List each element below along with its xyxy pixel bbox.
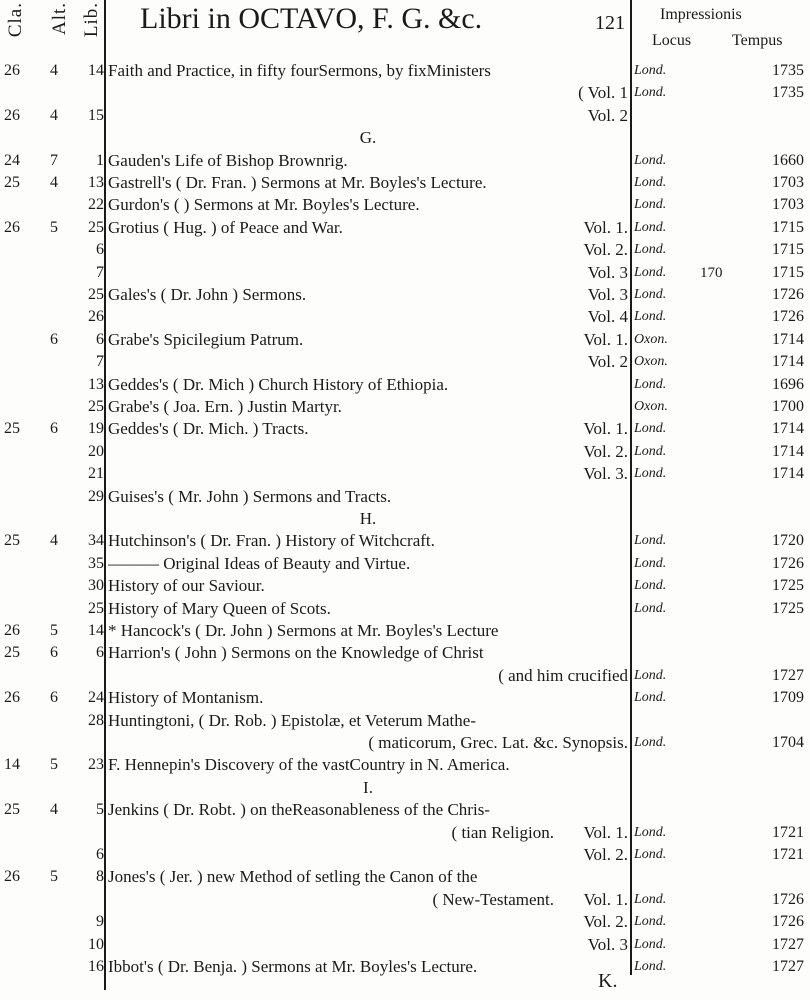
entry-book-number: 7 <box>96 353 104 371</box>
entry-class-number: 25 <box>4 644 20 662</box>
entry-book-number: 10 <box>88 935 104 953</box>
catalogue-entry-row <box>0 710 810 732</box>
catalogue-entry-row <box>0 934 810 956</box>
entry-year: 1660 <box>772 151 804 169</box>
catalogue-entry-row <box>0 172 810 194</box>
section-letter-row <box>0 777 810 799</box>
entry-title: Harrion's ( John ) Sermons on the Knowledge of Christ <box>108 643 484 663</box>
catalogue-entry-row <box>0 217 810 239</box>
catalogue-entry-row <box>0 530 810 552</box>
catalogue-entry-row <box>0 620 810 642</box>
section-letter: H. <box>359 509 377 528</box>
entry-shelf-number: 7 <box>50 151 58 169</box>
entry-place: Lond. <box>634 735 667 750</box>
section-letter: G. <box>359 128 377 148</box>
entry-place: Lond. <box>634 936 667 952</box>
entry-year: 1721 <box>772 846 804 863</box>
entry-year: 1726 <box>772 554 804 572</box>
entry-place: Lond. <box>634 85 667 101</box>
entry-volume: Vol. 3 <box>587 262 628 282</box>
entry-title: * Hancock's ( Dr. John ) Sermons at Mr. Boyles's Lecture <box>108 621 499 640</box>
entry-place: Lond. <box>634 309 667 325</box>
entry-volume: Vol. 2. <box>583 240 628 260</box>
entry-title: Gales's ( Dr. John ) Sermons. <box>108 285 307 304</box>
entry-shelf-number: 6 <box>50 420 58 438</box>
entry-place: Lond. <box>634 600 667 616</box>
entry-place: Lond. <box>634 690 667 706</box>
entry-class-number: 26 <box>4 106 20 124</box>
entry-shelf-number: 4 <box>50 801 58 819</box>
entry-title: History of our Saviour. <box>108 576 265 596</box>
entry-volume: Vol. 2. <box>583 441 628 461</box>
entry-book-number: 28 <box>88 711 104 729</box>
entry-shelf-number: 5 <box>50 868 58 886</box>
entry-year: 1700 <box>772 398 804 415</box>
entry-place: Oxon. <box>634 399 668 414</box>
entry-volume: Vol. 1. <box>583 419 628 439</box>
entry-title: ( maticorum, Grec. Lat. &c. Synopsis. <box>368 733 628 752</box>
entry-title: F. Hennepin's Discovery of the vastCountry in N. America. <box>108 755 510 775</box>
catalogue-entry-row <box>0 553 810 575</box>
catalogue-entry-row <box>0 754 810 776</box>
column-header-cla: Cla. <box>5 2 26 38</box>
entry-book-number: 6 <box>96 330 104 348</box>
entry-book-number: 22 <box>88 196 104 214</box>
section-letter-row <box>0 508 810 530</box>
entry-book-number: 21 <box>88 465 104 483</box>
catalogue-entry-row <box>0 866 810 888</box>
entry-book-number: 1 <box>96 151 104 169</box>
entry-year: 1735 <box>772 84 804 102</box>
entry-class-number: 25 <box>4 532 20 550</box>
catalogue-entry-row <box>0 665 810 687</box>
entry-volume: Vol. 2. <box>583 912 628 932</box>
entry-class-number: 26 <box>4 868 20 886</box>
entry-title: History of Mary Queen of Scots. <box>108 598 331 618</box>
entry-title: Ibbot's ( Dr. Benja. ) Sermons at Mr. Boyles's Lecture. <box>108 957 478 976</box>
entry-book-number: 7 <box>96 263 104 281</box>
catalogue-entry-row <box>0 822 810 844</box>
catalogue-entry-row <box>0 889 810 911</box>
entry-title: ( New-Testament. <box>432 889 554 909</box>
entry-place: Lond. <box>634 197 667 213</box>
catalogue-entry-row <box>0 418 810 440</box>
catalogue-entry-row <box>0 486 810 508</box>
entry-place: Lond. <box>634 242 667 258</box>
entry-place: Lond. <box>634 63 667 78</box>
entry-place: Lond. <box>634 376 667 392</box>
entry-title: ——— Original Ideas of Beauty and Virtue. <box>108 553 411 573</box>
entry-shelf-number: 4 <box>50 106 58 124</box>
entry-place: Lond. <box>634 219 667 235</box>
entry-year: 1727 <box>772 958 804 975</box>
entry-title: Gastrell's ( Dr. Fran. ) Sermons at Mr. Boyles's Lecture. <box>108 173 487 192</box>
catalogue-entry-row <box>0 396 810 418</box>
entry-book-number: 6 <box>96 644 104 662</box>
entry-shelf-number: 5 <box>50 218 58 236</box>
entry-class-number: 25 <box>4 420 20 438</box>
entry-book-number: 14 <box>88 622 104 639</box>
entry-year: 1715 <box>772 218 804 236</box>
entry-book-number: 29 <box>88 487 104 505</box>
entry-year: 1704 <box>772 734 804 751</box>
entry-volume: Vol. 1. <box>583 822 628 842</box>
tempus-header: Tempus <box>732 32 783 49</box>
entry-shelf-number: 5 <box>50 622 58 639</box>
catalogue-entry-row <box>0 194 810 216</box>
entry-book-number: 24 <box>88 689 104 707</box>
entry-title: Jones's ( Jer. ) new Method of setling the Canon of the <box>108 867 478 887</box>
entry-title: Guises's ( Mr. John ) Sermons and Tracts. <box>108 486 392 506</box>
entry-class-number: 26 <box>4 62 20 79</box>
entry-class-number: 26 <box>4 218 20 236</box>
entry-place: Lond. <box>634 443 667 459</box>
catalogue-entry-row <box>0 911 810 933</box>
entry-shelf-number: 4 <box>50 532 58 550</box>
entry-place: Lond. <box>634 287 667 302</box>
entry-class-number: 26 <box>4 622 20 639</box>
entry-title: Faith and Practice, in fifty fourSermons, by fixMinisters <box>108 61 491 80</box>
entry-year: 1725 <box>772 599 804 617</box>
catalogue-entry-row <box>0 642 810 664</box>
entry-year: 1726 <box>772 308 804 326</box>
catalogue-entry-row <box>0 575 810 597</box>
section-letter: I. <box>363 777 373 797</box>
entry-title: Grotius ( Hug. ) of Peace and War. <box>108 217 343 237</box>
catalogue-entry-row <box>0 598 810 620</box>
entry-volume: Vol. 1. <box>583 329 628 349</box>
entry-book-number: 13 <box>88 375 104 393</box>
entry-book-number: 6 <box>96 846 104 863</box>
entry-title: Grabe's ( Joa. Ern. ) Justin Martyr. <box>108 397 342 416</box>
entry-year: 1725 <box>772 577 804 595</box>
entry-title: Grabe's Spicilegium Patrum. <box>108 329 304 349</box>
entry-shelf-number: 6 <box>50 689 58 707</box>
entry-book-number: 25 <box>88 599 104 617</box>
entry-place: Lond. <box>634 914 667 930</box>
entry-year: 1735 <box>772 62 804 79</box>
entry-place: Lond. <box>634 152 667 168</box>
catalogue-entry-row <box>0 306 810 328</box>
entry-class-number: 24 <box>4 151 20 169</box>
entry-place: Oxon. <box>634 331 668 347</box>
entry-place: Lond. <box>634 959 667 974</box>
entry-title: Geddes's ( Dr. Mich ) Church History of Ethiopia. <box>108 374 449 394</box>
entry-title: Gauden's Life of Bishop Brownrig. <box>108 150 348 170</box>
entry-book-number: 9 <box>96 913 104 931</box>
entry-place: Lond. <box>634 578 667 594</box>
entry-title: Hutchinson's ( Dr. Fran. ) History of Witchcraft. <box>108 531 435 551</box>
entry-book-number: 25 <box>88 398 104 415</box>
entry-title: Jenkins ( Dr. Robt. ) on theReasonableness of the Chris- <box>108 800 490 820</box>
entry-book-number: 26 <box>88 308 104 326</box>
entry-year: 1714 <box>772 330 804 348</box>
column-header-alt: Alt. <box>49 2 70 36</box>
entry-book-number: 35 <box>88 554 104 572</box>
page-number: 121 <box>595 12 625 34</box>
entry-marginal-note: 170 <box>700 264 723 281</box>
entry-volume: Vol. 1. <box>583 889 628 909</box>
entry-year: 1720 <box>772 532 804 550</box>
entry-book-number: 23 <box>88 756 104 774</box>
entry-shelf-number: 4 <box>50 62 58 79</box>
catalogue-entry-row <box>0 82 810 104</box>
entry-volume: Vol. 3 <box>587 285 628 304</box>
entry-place: Lond. <box>634 175 667 190</box>
entry-book-number: 16 <box>88 958 104 975</box>
entry-shelf-number: 4 <box>50 174 58 191</box>
entry-title: ( tian Religion. <box>451 822 554 842</box>
section-letter-row <box>0 127 810 149</box>
entry-place: Lond. <box>634 667 667 683</box>
entry-shelf-number: 6 <box>50 330 58 348</box>
entry-year: 1721 <box>772 823 804 841</box>
entry-place: Lond. <box>634 847 667 862</box>
entry-title: ( Vol. 1 <box>578 83 628 103</box>
entry-year: 1715 <box>772 263 804 281</box>
entry-book-number: 30 <box>88 577 104 595</box>
entry-year: 1726 <box>772 913 804 931</box>
entry-book-number: 25 <box>88 218 104 236</box>
entry-year: 1714 <box>772 442 804 460</box>
entry-place: Lond. <box>634 264 667 280</box>
impressionis-header: Impressionis <box>660 6 742 23</box>
entry-year: 1703 <box>772 196 804 214</box>
column-header-lib: Lib. <box>81 2 102 38</box>
entry-title: Vol. 2 <box>587 105 628 125</box>
entry-place: Oxon. <box>634 354 668 370</box>
catalogue-entry-row <box>0 262 810 284</box>
entry-place: Lond. <box>634 533 667 549</box>
entry-year: 1726 <box>772 890 804 908</box>
entry-volume: Vol. 1. <box>583 217 628 237</box>
entry-book-number: 6 <box>96 241 104 259</box>
entry-volume: Vol. 3 <box>587 934 628 954</box>
entry-book-number: 34 <box>88 532 104 550</box>
entry-year: 1726 <box>772 286 804 303</box>
entry-title: Huntingtoni, ( Dr. Rob. ) Epistolæ, et Veterum Mathe- <box>108 710 476 730</box>
page-title-text: Libri in OCTAVO, F. G. &c. <box>140 2 483 35</box>
entry-year: 1714 <box>772 353 804 371</box>
entry-place: Lond. <box>634 891 667 907</box>
entry-year: 1696 <box>772 375 804 393</box>
entry-place: Lond. <box>634 555 667 571</box>
catalogue-entry-row <box>0 844 810 866</box>
catalogue-entry-row <box>0 351 810 373</box>
section-letter-k: K. <box>598 970 618 992</box>
entry-place: Lond. <box>634 824 667 840</box>
entry-title: History of Montanism. <box>108 688 264 708</box>
entry-class-number: 26 <box>4 689 20 707</box>
entry-year: 1714 <box>772 465 804 483</box>
entry-book-number: 20 <box>88 442 104 460</box>
entry-title: ( and him crucified <box>498 665 628 685</box>
entry-place: Lond. <box>634 421 667 437</box>
entry-book-number: 25 <box>88 286 104 303</box>
entry-book-number: 14 <box>88 62 104 79</box>
entry-title: Geddes's ( Dr. Mich. ) Tracts. <box>108 419 309 439</box>
catalogue-entry-row <box>0 441 810 463</box>
entry-volume: Vol. 2. <box>583 845 628 864</box>
locus-header: Locus <box>652 32 692 49</box>
catalogue-entry-row <box>0 105 810 127</box>
entry-book-number: 8 <box>96 868 104 886</box>
catalogue-entry-row <box>0 463 810 485</box>
catalogue-entry-row <box>0 150 810 172</box>
entry-place: Lond. <box>634 466 667 482</box>
entry-volume: Vol. 3. <box>583 464 628 484</box>
entry-year: 1714 <box>772 420 804 438</box>
entry-volume: Vol. 4 <box>587 307 628 327</box>
entry-title: Gurdon's ( ) Sermons at Mr. Boyles's Lecture. <box>108 195 420 215</box>
entry-year: 1727 <box>772 666 804 684</box>
entry-class-number: 25 <box>4 801 20 819</box>
entry-class-number: 14 <box>4 756 20 774</box>
catalogue-entry-row <box>0 374 810 396</box>
entry-book-number: 5 <box>96 801 104 819</box>
catalogue-entry-row <box>0 732 810 754</box>
catalogue-entry-row <box>0 329 810 351</box>
entry-year: 1709 <box>772 689 804 707</box>
catalogue-entry-row <box>0 799 810 821</box>
entry-book-number: 13 <box>88 174 104 191</box>
entry-shelf-number: 5 <box>50 756 58 774</box>
entry-shelf-number: 6 <box>50 644 58 662</box>
catalogue-entry-row <box>0 239 810 261</box>
entry-book-number: 15 <box>88 106 104 124</box>
entry-year: 1703 <box>772 174 804 191</box>
entry-book-number: 19 <box>88 420 104 438</box>
catalogue-entry-row <box>0 956 810 978</box>
catalogue-entry-row <box>0 60 810 82</box>
entry-class-number: 25 <box>4 174 20 191</box>
entry-volume: Vol. 2 <box>587 352 628 372</box>
catalogue-entry-row <box>0 687 810 709</box>
entry-year: 1715 <box>772 241 804 259</box>
catalogue-entry-row <box>0 284 810 306</box>
page-title <box>140 2 625 36</box>
entry-year: 1727 <box>772 935 804 953</box>
